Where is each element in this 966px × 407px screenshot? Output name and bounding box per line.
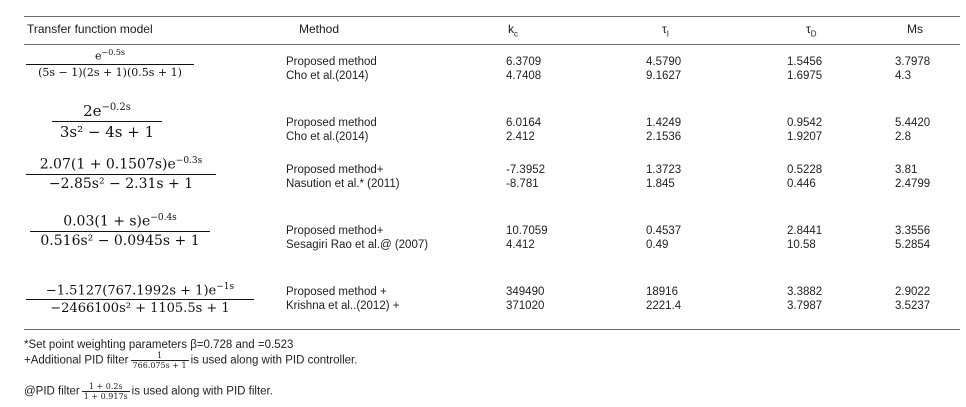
tf-numerator-text-3: 2.07(1 + 0.1507s)e [39,156,176,173]
ti-proposed-1: 4.5790 [646,56,682,68]
method-proposed-3: Proposed method+ [286,164,384,176]
method-proposed-1: Proposed method [286,56,377,68]
td-proposed-4: 2.8441 [787,225,823,237]
td-cell-5 [787,285,822,313]
footnote-additional-pid-filter-suffix: is used along with PID controller. [190,354,358,367]
method-cell-1 [286,55,377,83]
method-cell-4 [286,224,428,252]
td-reference-1: 1.6975 [787,70,823,82]
footnote-pid-filter-prefix: @PID filter [24,385,80,398]
ti-cell-4 [646,224,681,252]
footnote-additional-pid-filter-fraction [131,351,189,370]
footnote-additional-pid-filter-denominator: 766.075s + 1 [132,361,187,370]
ms-proposed-3: 3.81 [895,164,918,176]
tf-numerator-5 [26,282,254,300]
header-tau-i [662,22,669,38]
tf-denominator-3: −2.85s² − 2.31s + 1 [48,175,194,192]
table-bottom-rule [24,329,960,330]
header-kc [508,22,518,38]
header-tau-i-symbol: τ [662,22,667,36]
td-reference-5: 3.7987 [787,300,823,312]
kc-reference-4: 4.412 [506,239,535,251]
td-proposed-1: 1.5456 [787,56,823,68]
ti-reference-5: 2221.4 [646,300,682,312]
method-reference-1: Cho et al.(2014) [286,70,369,82]
ti-reference-4: 0.49 [646,239,669,251]
tf-numerator-exponent-5: −1s [216,282,235,292]
ti-cell-2 [646,116,681,144]
method-proposed-5: Proposed method + [286,286,387,298]
kc-cell-3 [506,163,545,191]
transfer-function-2 [52,102,162,141]
tf-denominator-5: −2466100s² + 1105.5s + 1 [50,301,230,317]
ms-cell-1 [895,55,930,83]
kc-reference-5: 371020 [506,300,545,312]
kc-proposed-2: 6.0164 [506,117,542,129]
tf-numerator-text-5: −1.5127(767.1992s + 1)e [45,283,217,299]
transfer-function-3 [26,156,216,192]
kc-cell-1 [506,55,541,83]
tf-numerator-exponent-2: −0.2s [101,102,131,113]
tf-numerator-2 [52,102,162,122]
ti-proposed-3: 1.3723 [646,164,682,176]
ms-proposed-4: 3.3556 [895,225,931,237]
transfer-function-4 [30,213,210,249]
ms-cell-5 [895,285,930,313]
tf-numerator-text-4: 0.03(1 + s)e [63,213,151,230]
footnote-pid-filter-suffix: is used along with PID filter. [131,385,273,398]
header-tau-d [806,22,817,38]
kc-proposed-5: 349490 [506,286,545,298]
method-proposed-2: Proposed method [286,117,377,129]
method-cell-3 [286,163,400,191]
kc-cell-2 [506,116,541,144]
header-tau-d-symbol: τ [806,22,811,36]
ms-cell-3 [895,163,930,191]
header-ms: Ms [907,22,923,36]
tf-denominator-1: (5s − 1)(2s + 1)(0.5s + 1) [38,65,182,79]
td-proposed-5: 3.3882 [787,286,823,298]
td-reference-3: 0.446 [787,178,816,190]
ti-reference-1: 9.1627 [646,70,682,82]
header-tau-i-subscript: I [666,29,669,39]
td-proposed-3: 0.5228 [787,164,823,176]
ms-proposed-5: 2.9022 [895,286,931,298]
kc-cell-5 [506,285,544,313]
transfer-function-5 [26,282,254,316]
td-cell-1 [787,55,822,83]
kc-cell-4 [506,224,548,252]
kc-reference-1: 4.7408 [506,70,542,82]
tf-numerator-exponent-1: −0.5s [101,48,126,57]
footnote-additional-pid-filter [24,351,357,370]
tf-numerator-1 [26,48,194,65]
tf-numerator-3 [26,156,216,175]
header-kc-symbol: k [508,22,514,36]
method-cell-5 [286,285,399,313]
td-cell-2 [787,116,822,144]
method-reference-3: Nasution et al.* (2011) [286,178,400,190]
footnote-pid-filter-fraction [82,382,130,401]
header-tau-d-subscript: D [810,29,817,39]
tf-numerator-exponent-4: −0.4s [150,213,177,223]
footnote-setpoint-weighting: *Set point weighting parameters β=0.728 and =0.523 [24,339,294,351]
kc-proposed-1: 6.3709 [506,56,542,68]
footnote-pid-filter [24,382,273,401]
kc-proposed-4: 10.7059 [506,225,548,237]
td-reference-2: 1.9207 [787,131,823,143]
header-kc-subscript: c [514,29,518,39]
ti-proposed-2: 1.4249 [646,117,682,129]
footnote-pid-filter-numerator: 1 + 0.2s [82,382,130,392]
footnote-additional-pid-filter-prefix: +Additional PID filter [24,354,129,367]
kc-proposed-3: -7.3952 [506,164,546,176]
kc-reference-3: -8.781 [506,178,539,190]
td-reference-4: 10.58 [787,239,816,251]
method-proposed-4: Proposed method+ [286,225,384,237]
footnote-additional-pid-filter-numerator: 1 [131,351,189,361]
ti-proposed-4: 0.4537 [646,225,682,237]
table-header-rule [24,44,960,45]
ms-reference-4: 5.2854 [895,239,931,251]
tf-numerator-text-1: e [94,49,102,63]
tf-denominator-4: 0.516s² − 0.0945s + 1 [40,232,200,249]
ti-cell-1 [646,55,681,83]
transfer-function-1 [26,48,194,79]
td-cell-4 [787,224,822,252]
ti-cell-5 [646,285,681,313]
header-method: Method [299,22,340,36]
ms-cell-4 [895,224,930,252]
method-reference-5: Krishna et al..(2012) + [286,300,400,312]
method-reference-2: Cho et al.(2014) [286,131,369,143]
tf-numerator-4 [30,213,210,232]
tf-denominator-2: 3s² − 4s + 1 [59,123,155,141]
ti-cell-3 [646,163,681,191]
ms-proposed-1: 3.7978 [895,56,931,68]
td-proposed-2: 0.9542 [787,117,823,129]
td-cell-3 [787,163,822,191]
method-reference-4: Sesagiri Rao et al.@ (2007) [286,239,429,251]
ms-proposed-2: 5.4420 [895,117,931,129]
tf-numerator-exponent-3: −0.3s [175,156,203,166]
ti-proposed-5: 18916 [646,286,678,298]
header-transfer-function-model: Transfer function model [27,22,153,36]
tf-numerator-text-2: 2e [83,102,102,120]
kc-reference-2: 2.412 [506,131,535,143]
ms-reference-3: 2.4799 [895,178,931,190]
ti-reference-2: 2.1536 [646,131,682,143]
table-top-rule [24,16,960,17]
footnote-pid-filter-denominator: 1 + 0.917s [83,392,128,401]
ms-reference-1: 4.3 [895,70,911,82]
method-cell-2 [286,116,377,144]
ms-cell-2 [895,116,930,144]
ms-reference-2: 2.8 [895,131,911,143]
ti-reference-3: 1.845 [646,178,675,190]
ms-reference-5: 3.5237 [895,300,931,312]
